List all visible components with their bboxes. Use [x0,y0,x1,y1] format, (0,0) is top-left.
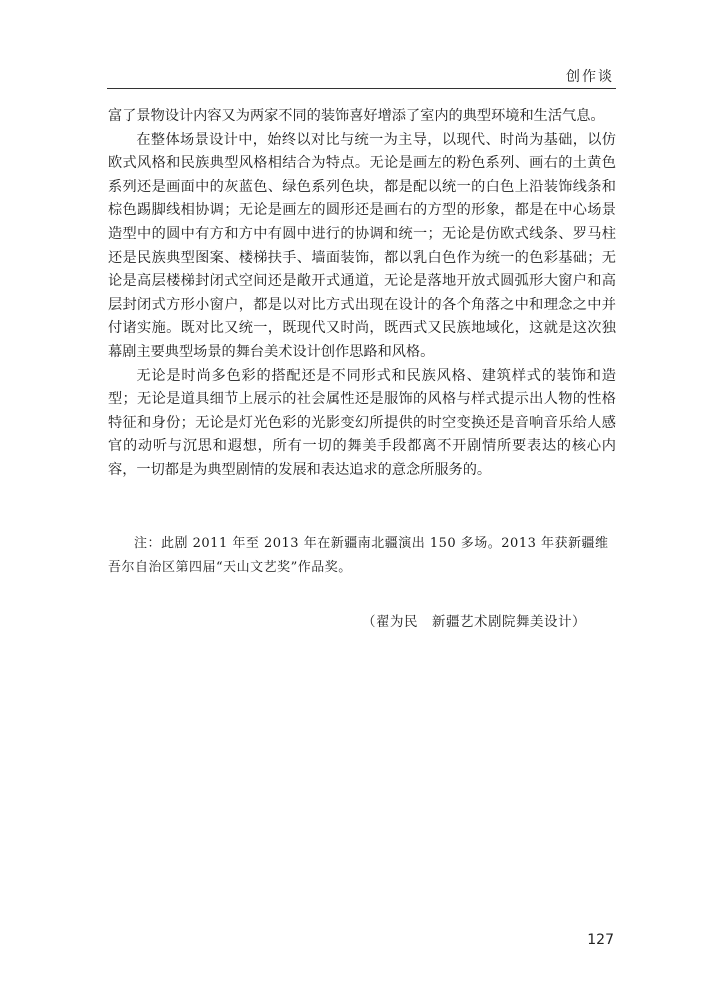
page-number: 127 [587,932,614,948]
article-body [108,105,616,483]
author-signature: （翟为民 新疆艺术剧院舞美设计） [362,614,586,630]
footnote: 注：此剧 2011 年至 2013 年在新疆南北疆演出 150 多场。2013 年获新疆维吾尔自治区第四届“天山文艺奖”作品奖。 [108,536,609,575]
body-paragraph: 无论是时尚多色彩的搭配还是不同形式和民族风格、建筑样式的装饰和造型；无论是道具细节上展示的社会属性还是服饰的风格与样式提示出人物的性格特征和身份；无论是灯光色彩的光影变幻所提供的时空变换还是音响音乐给人感官的动听与沉思和遐想，所有一切的舞美手段都离不开剧情所要表达的核心内容，一切都是为典型剧情的发展和表达追求的意念所服务的。 [108,367,616,478]
body-paragraph: 富了景物设计内容又为两家不同的装饰喜好增添了室内的典型环境和生活气息。 [108,108,605,124]
body-paragraph: 在整体场景设计中，始终以对比与统一为主导，以现代、时尚为基础，以仿欧式风格和民族典型风格相结合为特点。无论是画左的粉色系列、画右的土黄色系列还是画面中的灰蓝色、绿色系列色块，都是配以统一的白色上沿装饰线条和棕色踢脚线相协调；无论是画左的圆形还是画右的方型的形象，都是在中心场景造型中的圆中有方和方中有圆中进行的协调和统一；无论是仿欧式线条、罗马柱还是民族典型图案、楼梯扶手、墙面装饰，都以乳白色作为统一的色彩基础；无论是高层楼梯封闭式空间还是敞开式通道，无论是落地开放式圆弧形大窗户和高层封闭式方形小窗户，都是以对比方式出现在设计的各个角落之中和理念之中并付诸实施。既对比又统一，既现代又时尚，既西式又民族地域化，这就是这次独幕剧主要典型场景的舞台美术设计创作思路和风格。 [108,131,616,360]
header-divider [107,88,616,89]
section-header-label: 创作谈 [566,69,614,85]
